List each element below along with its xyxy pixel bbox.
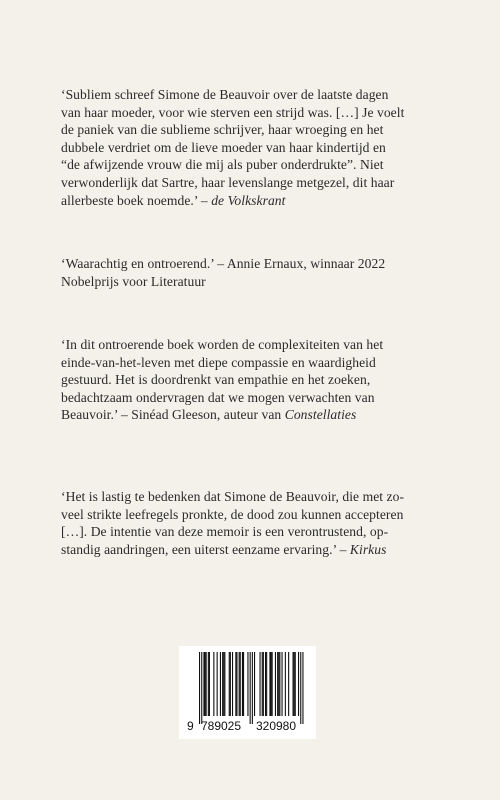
source-name: Constellaties <box>284 407 357 423</box>
barcode-bar <box>230 652 231 716</box>
quote-annie-ernaux <box>61 255 453 290</box>
quote-line <box>61 139 453 157</box>
barcode-bar <box>247 652 248 716</box>
source-name: de Volkskrant <box>211 192 286 208</box>
source-name: Kirkus <box>349 541 387 557</box>
barcode-bar <box>294 652 295 716</box>
barcode-bar <box>285 652 286 716</box>
quote-text: ‘Het is lastig te bedenken dat Simone de Beauvoir, die met zo- <box>61 489 405 504</box>
barcode-bar <box>208 652 209 716</box>
barcode-bar <box>300 652 301 724</box>
quote-text: allerbeste boek noemde.’ – <box>61 192 212 208</box>
quote-text: Nobelprijs voor Literatuur <box>61 273 206 289</box>
quote-line <box>61 371 453 389</box>
barcode-bar <box>277 652 278 716</box>
barcode-bar <box>232 652 233 716</box>
quote-text: […]. De intentie van deze memoir is een verontrustend, op- <box>61 524 389 540</box>
quote-line <box>61 488 453 506</box>
barcode-bar <box>205 652 206 716</box>
barcode-bar <box>229 652 230 716</box>
barcode-bar <box>262 652 263 716</box>
barcode-bar <box>254 652 255 716</box>
quote-text: einde-van-het-leven met diepe compassie en waardigheid <box>61 354 376 370</box>
quote-line <box>61 541 453 559</box>
quote-line <box>61 156 453 174</box>
barcode-digits-right: 320980 <box>255 719 297 733</box>
barcode-bar <box>266 652 267 716</box>
quote-text: ‘Subliem schreef Simone de Beauvoir over de laatste dagen <box>61 87 389 102</box>
barcode-bar <box>224 652 225 716</box>
barcode-bar <box>260 652 261 716</box>
barcode-bar <box>236 652 237 716</box>
barcode-bar <box>278 652 279 716</box>
barcode-bar <box>293 652 294 716</box>
quote-kirkus <box>61 488 453 558</box>
quote-text: veel strikte leefregels pronkte, de dood zou kunnen accepteren <box>61 506 404 522</box>
quote-text: standig aandringen, een uiterst eenzame ervaring.’ – <box>61 541 350 557</box>
barcode-bar <box>252 652 253 724</box>
quote-text: verwonderlijk dat Sartre, haar levenslange metgezel, dit haar <box>61 174 395 190</box>
barcode-digits-left: 789025 <box>200 719 242 733</box>
quote-text: gestuurd. Het is doordrenkt van empathie en het zoeken, <box>61 372 371 388</box>
quote-line <box>61 406 453 424</box>
barcode-bar <box>199 652 200 724</box>
quote-text: “de afwijzende vrouw die mij als puber onderdrukte”. Niet <box>61 157 384 173</box>
quote-line <box>61 255 453 273</box>
quote-line <box>61 174 453 192</box>
quote-line <box>61 506 453 524</box>
barcode-bar <box>295 652 296 716</box>
barcode-bar <box>242 652 243 716</box>
isbn-barcode <box>179 646 316 739</box>
barcode-bar <box>250 652 251 724</box>
quote-text: Beauvoir.’ – Sinéad Gleeson, auteur van <box>61 407 285 423</box>
barcode-bar <box>213 652 214 716</box>
barcode-bar <box>235 652 236 716</box>
quote-text: dubbele verdriet om de lieve moeder van haar kindertijd en <box>61 139 386 155</box>
barcode-bar <box>275 652 276 716</box>
barcode-bar <box>269 652 270 716</box>
barcode-digit-lead: 9 <box>187 719 194 733</box>
barcode-bar <box>240 652 241 716</box>
quote-text: ‘In dit ontroerende boek worden de complexiteiten van het <box>61 337 384 352</box>
barcode-bar <box>298 652 299 716</box>
quote-line <box>61 389 453 407</box>
barcode-bar <box>263 652 264 716</box>
barcode-bar <box>265 652 266 716</box>
quote-text: van haar moeder, voor wie sterven een strijd was. […] Je voelt <box>61 104 405 120</box>
quote-line <box>61 523 453 541</box>
barcode-bar <box>220 652 221 716</box>
quote-line <box>61 192 453 210</box>
quote-line <box>61 121 453 139</box>
quote-sinead-gleeson <box>61 336 453 424</box>
barcode-bar <box>288 652 289 716</box>
barcode-bar <box>222 652 223 716</box>
barcode-bar <box>209 652 210 716</box>
quote-line <box>61 354 453 372</box>
barcode-graphic <box>179 646 316 739</box>
quote-volkskrant <box>61 86 453 209</box>
barcode-bar <box>206 652 207 716</box>
barcode-bar <box>282 652 283 716</box>
barcode-bar <box>239 652 240 716</box>
barcode-bar <box>201 652 202 724</box>
quote-text: de paniek van die sublieme schrijver, haar wroeging en het <box>61 122 384 138</box>
quote-text: ‘Waarachtig en ontroerend.’ – Annie Ernaux, winnaar 2022 <box>61 256 386 271</box>
barcode-bar <box>272 652 273 716</box>
barcode-bar <box>302 652 303 724</box>
barcode-bar <box>243 652 244 716</box>
quote-text: bedachtzaam ondervragen dat we mogen verwachten van <box>61 389 375 405</box>
quote-line <box>61 86 453 104</box>
quote-line <box>61 336 453 354</box>
barcode-bar <box>217 652 218 716</box>
quote-line <box>61 273 453 291</box>
barcode-bar <box>203 652 204 716</box>
barcode-bar <box>223 652 224 716</box>
barcode-bar <box>279 652 280 716</box>
barcode-bar <box>271 652 272 716</box>
quote-line <box>61 104 453 122</box>
